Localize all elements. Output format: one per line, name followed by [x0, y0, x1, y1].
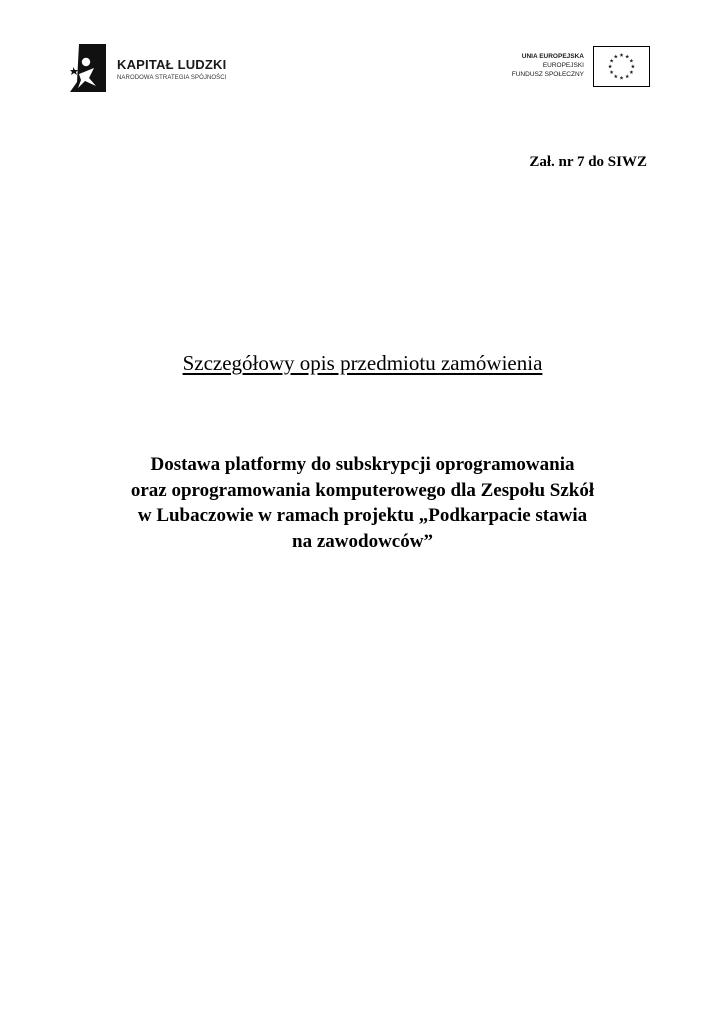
eu-logo: [485, 46, 650, 90]
kapital-ludzki-title: KAPITAŁ LUDZKI: [117, 57, 227, 72]
subject-line: na zawodowców”: [292, 530, 433, 552]
eu-star-icon: [610, 59, 614, 63]
subject-line: Dostawa platformy do subskrypcji oprogramowania: [150, 454, 575, 475]
kapital-ludzki-emblem-icon: [70, 44, 106, 92]
eu-star-icon: [608, 64, 612, 68]
eu-star-icon: [614, 74, 618, 78]
eu-star-icon: [631, 64, 635, 68]
eu-logo-line-1: UNIA EUROPEJSKA: [521, 53, 584, 60]
kapital-ludzki-logo: [70, 44, 240, 94]
eu-star-icon: [629, 59, 633, 63]
eu-star-icon: [629, 70, 633, 74]
eu-logo-line-3: FUNDUSZ SPOŁECZNY: [511, 71, 584, 78]
eu-logo-line-2: EUROPEJSKI: [542, 62, 584, 69]
kapital-ludzki-subtitle: NARODOWA STRATEGIA SPÓJNOŚCI: [117, 75, 227, 81]
subject-line: w Lubaczowie w ramach projektu „Podkarpacie stawia: [137, 505, 588, 526]
eu-logo-text: [512, 52, 584, 79]
eu-flag-icon: [593, 46, 650, 87]
annex-number: Zał. nr 7 do SIWZ: [529, 154, 647, 170]
eu-star-icon: [620, 76, 624, 80]
eu-star-icon: [610, 70, 614, 74]
subject-line: oraz oprogramowania komputerowego dla Zespołu Szkół: [130, 479, 595, 501]
document-subject: [90, 452, 635, 554]
eu-star-icon: [625, 55, 629, 59]
eu-star-icon: [614, 55, 618, 59]
eu-star-icon: [620, 53, 624, 57]
document-title: Szczegółowy opis przedmiotu zamówienia: [182, 351, 543, 375]
eu-star-icon: [625, 74, 629, 78]
